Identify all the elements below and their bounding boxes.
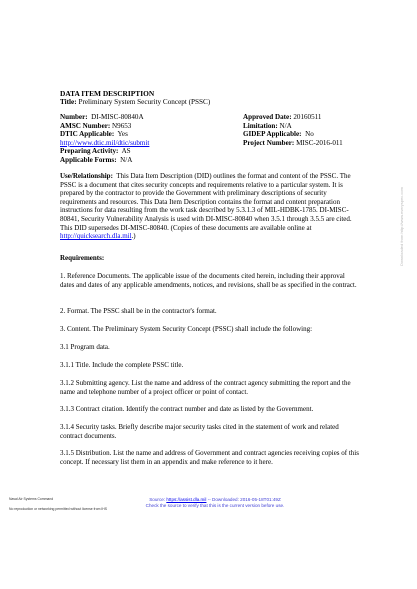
footer-source: Source: https://assist.dla.mil -- Downloaded: 2016-05-18T01:49Z Check the source to verify that this is the current version before use. xyxy=(130,497,300,508)
forms-label: Applicable Forms xyxy=(60,155,115,164)
req-item: 3.1 Program data. xyxy=(60,343,110,351)
quicksearch-link[interactable]: http://quicksearch.dla.mil xyxy=(60,232,132,241)
side-watermark: Downloaded from http://www.everyspec.com xyxy=(399,187,404,266)
req-item: 3.1.5 Distribution. List the name and address of Government and contract agencies receiving copies of this concept. If necessary list them in an appendix and make reference to it here. xyxy=(60,449,359,466)
title-label: Title xyxy=(60,98,75,106)
activity-label: Preparing Activity xyxy=(60,147,117,155)
req-item: 2. Format. The PSSC shall be in the contractor's format. xyxy=(60,307,217,315)
use-label: Use/Relationship xyxy=(60,172,111,180)
forms-value: N/A xyxy=(120,155,133,164)
approved-value: 20160511 xyxy=(293,113,322,121)
footer-license-note: No reproduction or networking permitted without license from IHS xyxy=(9,507,107,511)
requirements-heading: Requirements: xyxy=(60,254,105,262)
doc-type-heading: DATA ITEM DESCRIPTION xyxy=(60,89,155,98)
title-value: Preliminary System Security Concept (PSSC) xyxy=(78,98,211,106)
amsc-label: AMSC Number xyxy=(60,121,108,130)
footer-check-note: Check the source to verify that this is the current version before use. xyxy=(145,502,285,508)
amsc-value: N9653 xyxy=(112,121,132,130)
dtic-value: Yes xyxy=(117,130,128,138)
title-line: Title: Preliminary System Security Concept (PSSC) xyxy=(60,98,211,106)
fields-left: Number: DI-MISC-80840A AMSC Number: N9653 DTIC Applicable: Yes http://www.dtic.mil/dtic/submit Preparing Activity: AS Applicable Forms: N/A xyxy=(60,113,150,164)
req-item: 1. Reference Documents. The applicable issue of the documents cited herein, including their approval dates and dates of any applicable amendments, notices, and revisions, shall be as specified in the contract. xyxy=(60,272,357,289)
copies-text: (Copies of these documents are available online at xyxy=(170,223,312,232)
use-relationship-paragraph: Use/Relationship: This Data Item Description (DID) outlines the format and content of the PSSC. The PSSC is a document that cites security concepts and requirements relative to a particular system. It is prepared by the contractor to provide the Government with preliminary descriptions of security requirements and resources. This Data Item Description contains the format and content preparation instructions for data resulting from the work task described by 5.3.1.3 of MIL-HDBK-1785. DI-MISC-80841, Security Vulnerability Analysis is used with DI-MISC-80840 when 3.5.1 through 3.5.5 are cited. This DID supersedes DI-MISC-80840. (Copies of these documents are available online at http://quicksearch.dla.mil.) xyxy=(60,172,352,241)
req-item: 3.1.2 Submitting agency. List the name and address of the contract agency submitting the report and the name and telephone number of a project officer or point of contact. xyxy=(60,379,351,396)
req-item: 3.1.1 Title. Include the complete PSSC title. xyxy=(60,361,184,369)
req-item: 3.1.4 Security tasks. Briefly describe major security tasks cited in the statement of work and related contract documents. xyxy=(60,423,339,440)
req-item: 3.1.3 Contract citation. Identify the contract number and date as listed by the Government. xyxy=(60,405,314,413)
activity-value: AS xyxy=(121,147,131,155)
approved-label: Approved Date xyxy=(243,113,290,121)
limitation-label: Limitation xyxy=(243,121,276,130)
req-item: 3. Content. The Preliminary System Security Concept (PSSC) shall include the following: xyxy=(60,325,313,333)
footer-agency: Naval Air Systems Command xyxy=(9,497,54,501)
project-label: Project Number xyxy=(243,138,292,147)
gidep-label: GIDEP Applicable xyxy=(243,130,300,138)
fields-right: Approved Date: 20160511 Limitation: N/A GIDEP Applicable: No Project Number: MISC-2016-011 xyxy=(243,113,343,147)
gidep-value: No xyxy=(305,130,314,138)
limitation-value: N/A xyxy=(279,121,292,130)
number-value: DI-MISC-80840A xyxy=(91,113,144,121)
dtic-label: DTIC Applicable xyxy=(60,130,112,138)
assist-link[interactable]: https://assist.dla.mil xyxy=(166,497,207,502)
number-label: Number xyxy=(60,113,86,121)
use-text: This Data Item Description (DID) outlines the format and content of the PSSC. The PSSC is a document that cites security concepts and requirements relative to a particular system. It is prepared by the contractor to provide the Government with preliminary descriptions of security requirements and resources. This Data Item Description contains the format and content preparation instructions for data resulting from the work task described by 5.3.1.3 of MIL-HDBK-1785. DI-MISC-80841, Security Vulnerability Analysis is used with DI-MISC-80840 when 3.5.1 through 3.5.5 are cited. This DID supersedes DI-MISC-80840. xyxy=(60,172,352,232)
project-value: MISC-2016-011 xyxy=(296,138,343,147)
dtic-submit-link[interactable]: http://www.dtic.mil/dtic/submit xyxy=(60,138,150,147)
